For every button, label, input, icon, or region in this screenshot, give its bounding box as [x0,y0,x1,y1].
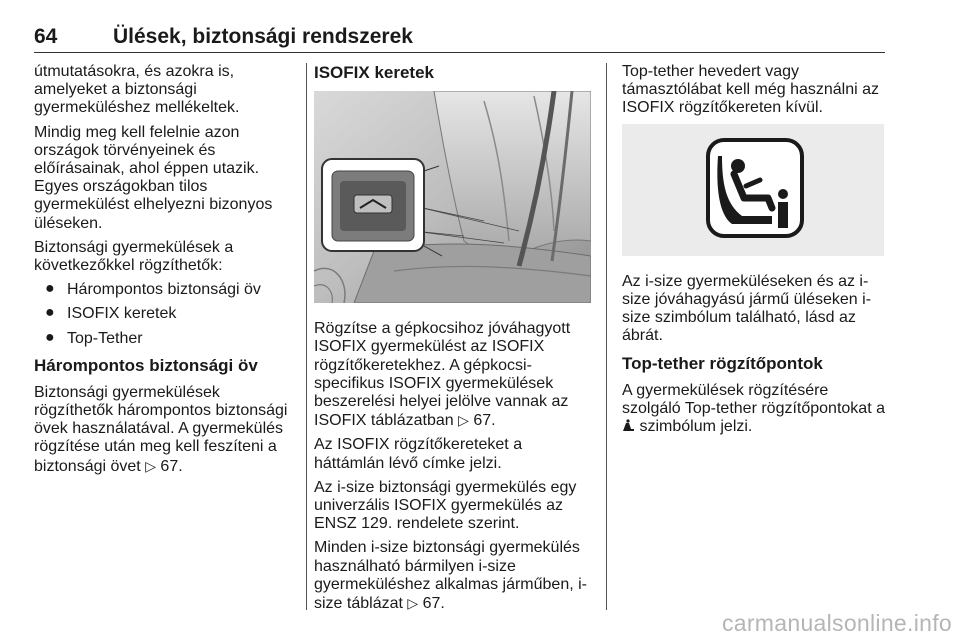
paragraph: Biztonsági gyermekülések rögzíthetők hárompontos biztonsági övek használatával. A gyermekülés rögzítése után meg kell feszíteni a biztonsági övet ▷ 67. [34,383,288,475]
column-2 [314,63,594,619]
paragraph: Az ISOFIX rögzítőkereteket a háttámlán lévő címke jelzi. [314,436,523,472]
bullet-icon: ● [45,304,55,322]
page-header [34,22,885,53]
paragraph: A gyermekülések rögzítésére szolgáló Top-tether rögzítőpontokat a szimbólum jelzi. [622,381,885,436]
top-tether-symbol-icon [622,418,635,435]
reference-arrow-icon: ▷ [407,595,419,612]
list-item: ● Hárompontos biztonsági öv [45,280,261,299]
column-divider [306,63,307,610]
reference-arrow-icon: ▷ [458,412,469,429]
list-item: ● ISOFIX keretek [45,304,177,323]
bullet-icon: ● [45,280,55,298]
page-reference[interactable]: 67. [422,595,445,613]
page-title: Ülések, biztonsági rendszerek [113,25,413,48]
section-heading: ISOFIX keretek [314,63,435,82]
column-1 [34,63,300,482]
watermark: carmanualsonline.info [721,610,952,636]
paragraph: Rögzítse a gépkocsihoz jóváhagyott ISOFIX gyermekülést az ISOFIX rögzítőkeretekhez. A gépkocsi-specifikus ISOFIX gyermekülések beszerelési helyei jelölve vannak az ISOFIX táblázatban ▷ 67. [314,320,571,430]
paragraph: Biztonsági gyermekülések a következőkkel rögzíthetők: [34,238,234,275]
isofix-seat-image [314,91,591,303]
page-number: 64 [34,25,58,48]
page-reference[interactable]: 67. [473,412,496,430]
paragraph: Minden i-size biztonsági gyermekülés használható bármilyen i-size gyermeküléshez alkalmas járműben, i-size táblázat ▷ 67. [314,539,587,613]
section-heading: Top-tether rögzítőpontok [622,353,823,373]
page-reference[interactable]: 67. [160,457,183,475]
isize-child-seat-icon [622,124,884,256]
section-heading: Hárompontos biztonsági öv [34,355,258,375]
bullet-list [34,281,300,348]
column-divider [606,63,607,610]
paragraph: Mindig meg kell felelnie azon országok törvényeinek és előírásainak, ahol éppen utazik. Egyes országokban tilos gyermekülést elhelyezni bizonyos üléseken. [34,123,273,232]
paragraph: Top-tether hevedert vagy támasztólábat kell még használni az ISOFIX rögzítőkereten kívül. [622,63,880,117]
reference-arrow-icon: ▷ [145,457,156,474]
isofix-illustration [314,91,594,308]
list-item: ● Top-Tether [45,328,143,347]
bullet-icon: ● [45,328,55,346]
paragraph: útmutatásokra, és azokra is, amelyeket a biztonsági gyermeküléshez mellékeltek. [34,63,240,117]
paragraph: Az i-size biztonsági gyermekülés egy univerzális ISOFIX gyermekülés az ENSZ 129. rendelete szerint. [314,478,577,533]
paragraph: Az i-size gyermeküléseken és az i-size jóváhagyású jármű üléseken i-size szimbólum található, lásd az ábrát. [622,272,872,345]
isize-symbol-figure [622,124,886,261]
column-3 [622,63,886,442]
